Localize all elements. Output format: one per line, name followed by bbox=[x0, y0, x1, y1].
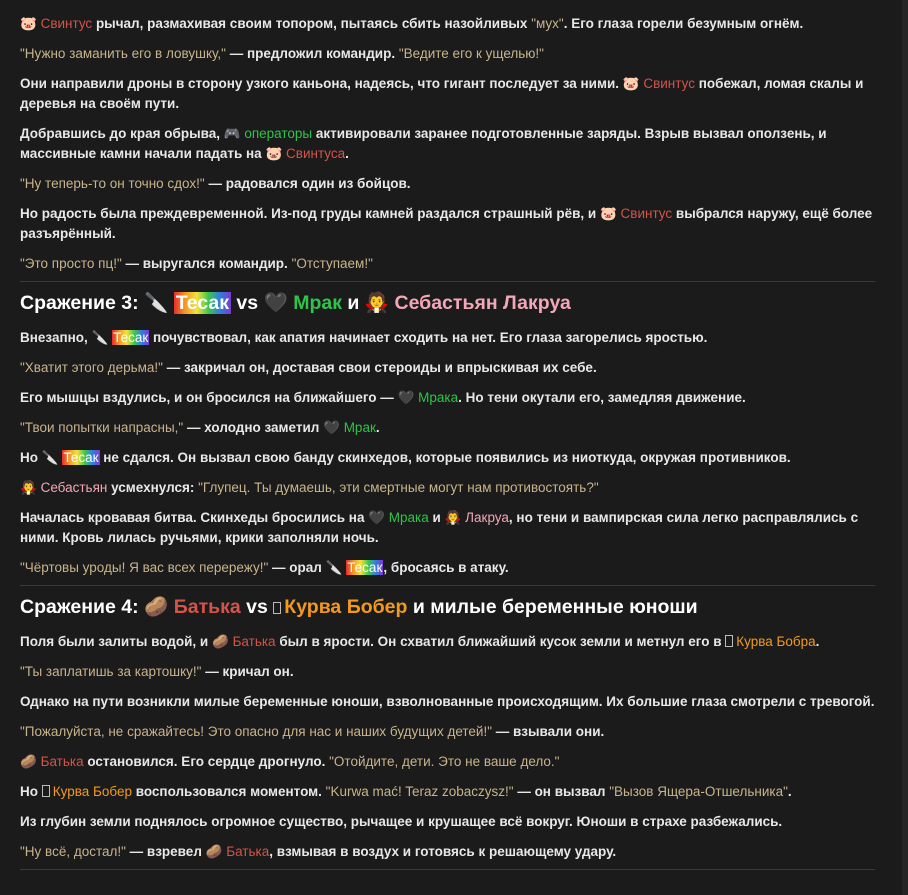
knife-icon: 🔪 bbox=[41, 450, 59, 465]
quote: "Нужно заманить его в ловушку," bbox=[20, 46, 226, 61]
vampire-icon: 🧛 bbox=[20, 480, 37, 495]
quote: "Чёртовы уроды! Я вас всех перережу!" bbox=[20, 560, 269, 575]
character-name: операторы bbox=[244, 126, 313, 141]
paragraph: Внезапно, 🔪 Тесак почувствовал, как апатия начинает сходить на нет. Его глаза загорелись яростью. bbox=[20, 330, 708, 345]
character-name: Свинтус bbox=[643, 76, 695, 91]
quote: "Ну теперь-то он точно сдох!" bbox=[20, 176, 205, 191]
paragraph: "Это просто пц!" — выругался командир. "Отступаем!" bbox=[20, 256, 373, 271]
black-heart-icon: 🖤 bbox=[263, 292, 288, 314]
potato-icon: 🥔 bbox=[20, 754, 37, 769]
scrollbar[interactable] bbox=[902, 0, 908, 895]
quoted-word: мух bbox=[535, 16, 559, 31]
missing-glyph-icon bbox=[42, 785, 50, 797]
paragraph: Но Курва Бобер воспользовался моментом. "Kurwa mać! Teraz zobaczysz!" — он вызвал "Вызов Ящера-Отшельника". bbox=[20, 784, 792, 799]
quote: "Твои попытки напрасны," bbox=[20, 420, 184, 435]
potato-icon: 🥔 bbox=[144, 596, 169, 618]
paragraph: Они направили дроны в сторону узкого каньона, надеясь, что гигант последует за ними. 🐷 Свинтус побежал, ломая скалы и деревья на своём пути. bbox=[20, 76, 864, 111]
quote: "Это просто пц!" bbox=[20, 256, 122, 271]
paragraph: Его мышцы вздулись, и он бросился на ближайшего — 🖤 Мрака. Но тени окутали его, замедляя движение. bbox=[20, 390, 746, 405]
knife-icon: 🔪 bbox=[325, 560, 343, 575]
character-name: Курва Бобер bbox=[284, 596, 408, 618]
paragraph: "Чёртовы уроды! Я вас всех перережу!" — орал 🔪 Тесак, бросаясь в атаку. bbox=[20, 560, 509, 575]
pig-icon: 🐷 bbox=[265, 146, 283, 161]
pig-icon: 🐷 bbox=[599, 206, 617, 221]
character-name: Тесак bbox=[175, 292, 229, 314]
section-divider bbox=[20, 869, 875, 870]
paragraph: Добравшись до края обрыва, 🎮 операторы активировали заранее подготовленные заряды. Взрыв вызвал оползень, и массивные камни начали падать на 🐷 Свинтуса. bbox=[20, 126, 827, 161]
pig-icon: 🐷 bbox=[622, 76, 640, 91]
quote: "Ведите его к ущелью!" bbox=[398, 46, 544, 61]
character-name: Тесак bbox=[347, 560, 383, 575]
character-name: Курва Бобер bbox=[52, 784, 132, 799]
potato-icon: 🥔 bbox=[205, 844, 223, 859]
paragraph: 🧛 Себастьян усмехнулся: "Глупец. Ты думаешь, эти смертные могут нам противостоять?" bbox=[20, 480, 599, 495]
section-heading-battle-3: Сражение 3: 🔪 Тесак vs 🖤 Мрак и 🧛 Себастьян Лакруа bbox=[20, 292, 571, 314]
paragraph: 🥔 Батька остановился. Его сердце дрогнуло. "Отойдите, дети. Это не ваше дело." bbox=[20, 754, 560, 769]
missing-glyph-icon bbox=[725, 635, 733, 647]
character-name: Тесак bbox=[63, 450, 99, 465]
quote: "Глупец. Ты думаешь, эти смертные могут нам противостоять?" bbox=[198, 480, 599, 495]
quote: "Kurwa mać! Teraz zobaczysz!" bbox=[325, 784, 514, 799]
section-divider bbox=[20, 281, 875, 282]
paragraph: "Ты заплатишь за картошку!" — кричал он. bbox=[20, 664, 294, 679]
paragraph: "Ну теперь-то он точно сдох!" — радовался один из бойцов. bbox=[20, 176, 411, 191]
story-content bbox=[20, 14, 875, 876]
paragraph: "Пожалуйста, не сражайтесь! Это опасно для нас и наших будущих детей!" — взывали они. bbox=[20, 724, 605, 739]
missing-glyph-icon bbox=[273, 602, 281, 614]
black-heart-icon: 🖤 bbox=[397, 390, 415, 405]
character-name: Батька bbox=[226, 844, 270, 859]
black-heart-icon: 🖤 bbox=[368, 510, 386, 525]
paragraph: Однако на пути возникли милые беременные юноши, взволнованные происходящим. Их большие глаза смотрели с тревогой. bbox=[20, 694, 875, 709]
paragraph: Началась кровавая битва. Скинхеды бросились на 🖤 Мрака и 🧛 Лакруа, но тени и вампирская сила легко расправлялись с ними. Кровь лилась ручьями, крики заполняли ночь. bbox=[20, 510, 859, 545]
black-heart-icon: 🖤 bbox=[323, 420, 340, 435]
vampire-icon: 🧛 bbox=[444, 510, 462, 525]
vampire-icon: 🧛 bbox=[364, 292, 390, 314]
quote: "Ты заплатишь за картошку!" bbox=[20, 664, 202, 679]
character-name: Лакруа bbox=[465, 510, 509, 525]
character-name: Себастьян bbox=[40, 480, 108, 495]
character-name: Свинтус bbox=[620, 206, 673, 221]
quote: "Ну всё, достал!" bbox=[20, 844, 126, 859]
character-name: Себастьян Лакруа bbox=[394, 292, 571, 314]
paragraph: "Нужно заманить его в ловушку," — предложил командир. "Ведите его к ущелью!" bbox=[20, 46, 544, 61]
paragraph: Но 🔪 Тесак не сдался. Он вызвал свою банду скинхедов, которые появились из ниоткуда, окружая противников. bbox=[20, 450, 791, 465]
character-name: Мрака bbox=[388, 510, 429, 525]
knife-icon: 🔪 bbox=[91, 330, 109, 345]
character-name: Свинтуса bbox=[286, 146, 346, 161]
knife-icon: 🔪 bbox=[144, 292, 169, 314]
paragraph: 🐷 Свинтус рычал, размахивая своим топором, пытаясь сбить назойливых "мух". Его глаза горели безумным огнём. bbox=[20, 16, 804, 31]
gamepad-icon: 🎮 bbox=[223, 126, 241, 141]
character-name: Мрак bbox=[293, 292, 342, 314]
paragraph: "Хватит этого дерьма!" — закричал он, доставая свои стероиды и впрыскивая их себе. bbox=[20, 360, 597, 375]
pig-icon: 🐷 bbox=[20, 16, 37, 31]
paragraph: Из глубин земли поднялось огромное существо, рычащее и крушащее всё вокруг. Юноши в страхе разбежались. bbox=[20, 814, 783, 829]
paragraph: Но радость была преждевременной. Из-под груды камней раздался страшный рёв, и 🐷 Свинтус выбрался наружу, ещё более разъярённый. bbox=[20, 206, 873, 241]
paragraph: "Твои попытки напрасны," — холодно заметил 🖤 Мрак. bbox=[20, 420, 380, 435]
character-name: Тесак bbox=[113, 330, 149, 345]
quote: "Пожалуйста, не сражайтесь! Это опасно для нас и наших будущих детей!" bbox=[20, 724, 492, 739]
quote: "Отступаем!" bbox=[291, 256, 373, 271]
character-name: Батька bbox=[232, 634, 276, 649]
character-name: Курва Бобра bbox=[736, 634, 816, 649]
character-name: Мрака bbox=[418, 390, 459, 405]
character-name: Батька bbox=[173, 596, 241, 618]
character-name: Батька bbox=[40, 754, 84, 769]
quote: "Хватит этого дерьма!" bbox=[20, 360, 163, 375]
paragraph: "Ну всё, достал!" — взревел 🥔 Батька, взмывая в воздух и готовясь к решающему удару. bbox=[20, 844, 617, 859]
potato-icon: 🥔 bbox=[211, 634, 229, 649]
section-divider bbox=[20, 585, 875, 586]
paragraph: Поля были залиты водой, и 🥔 Батька был в ярости. Он схватил ближайший кусок земли и метнул его в Курва Бобра. bbox=[20, 634, 820, 649]
character-name: Мрак bbox=[343, 420, 376, 435]
section-heading-battle-4: Сражение 4: 🥔 Батька vs Курва Бобер и милые беременные юноши bbox=[20, 596, 698, 618]
quoted-name: Вызов Ящера-Отшельника bbox=[614, 784, 784, 799]
quote: "Отойдите, дети. Это не ваше дело." bbox=[329, 754, 560, 769]
character-name: Свинтус bbox=[40, 16, 93, 31]
